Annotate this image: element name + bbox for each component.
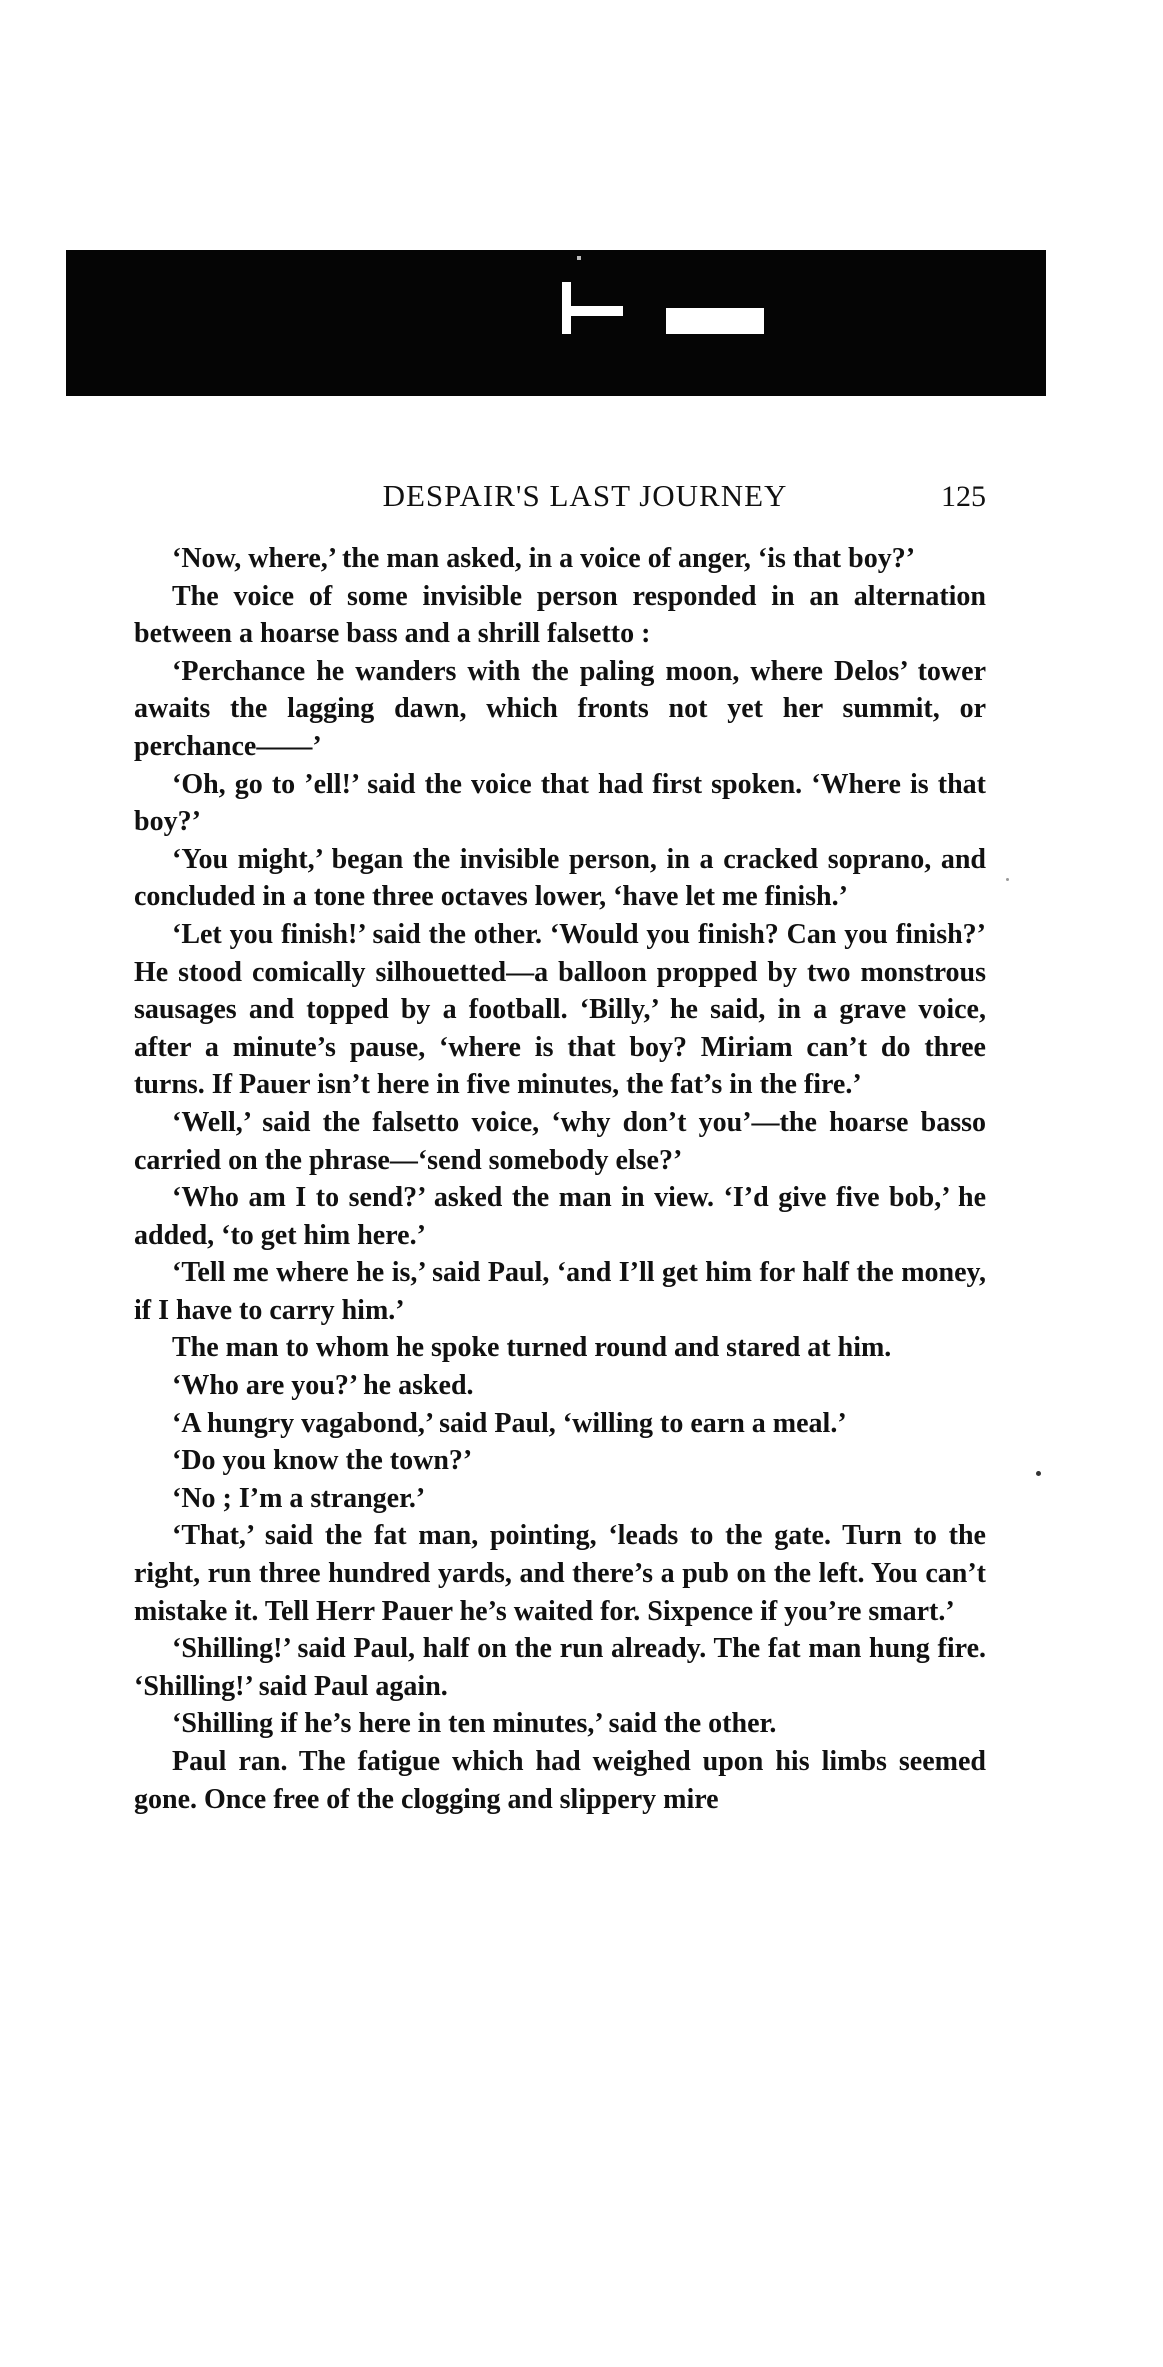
paragraph: ‘Do you know the town?’ bbox=[172, 1445, 473, 1477]
page-header bbox=[134, 478, 986, 522]
paragraph: ‘That,’ said the fat man, pointing, ‘leads to the gate. Turn to the right, run three hundred yards, and there’s a pub on the left. You can’t mistake it. Tell Herr Pauer he’s waited for. Sixpence if you’re smart.’ bbox=[134, 1520, 986, 1627]
paragraph: ‘Now, where,’ the man asked, in a voice of anger, ‘is that boy?’ bbox=[172, 543, 916, 574]
black-redaction-bar bbox=[66, 250, 1046, 396]
page-number: 125 bbox=[941, 480, 986, 513]
running-head: DESPAIR'S LAST JOURNEY bbox=[382, 478, 788, 513]
paragraph: The man to whom he spoke turned round and stared at him. bbox=[172, 1332, 892, 1364]
body-text bbox=[134, 540, 986, 1818]
bar-white-mark bbox=[666, 308, 764, 334]
paragraph: ‘Shilling if he’s here in ten minutes,’ said the other. bbox=[172, 1708, 777, 1740]
paragraph: Paul ran. The fatigue which had weighed upon his limbs seemed gone. Once free of the clogging and slippery mire bbox=[134, 1746, 986, 1815]
paragraph: ‘Well,’ said the falsetto voice, ‘why don’t you’—the hoarse basso carried on the phrase—‘send somebody else?’ bbox=[134, 1106, 986, 1176]
paragraph: ‘No ; I’m a stranger.’ bbox=[172, 1482, 426, 1514]
paragraph: The voice of some invisible person responded in an alternation between a hoarse bass and a shrill falsetto : bbox=[134, 580, 986, 650]
paragraph: ‘Who am I to send?’ asked the man in view. ‘I’d give five bob,’ he added, ‘to get him here.’ bbox=[134, 1182, 986, 1251]
bar-speck bbox=[577, 256, 581, 260]
paragraph: ‘A hungry vagabond,’ said Paul, ‘willing to earn a meal.’ bbox=[172, 1407, 847, 1439]
paragraph: ‘Who are you?’ he asked. bbox=[172, 1370, 474, 1402]
paragraph: ‘You might,’ began the invisible person, in a cracked soprano, and concluded in a tone three octaves lower, ‘have let me finish.’ bbox=[134, 843, 986, 913]
stray-dot bbox=[1036, 1471, 1041, 1476]
paragraph: ‘Oh, go to ’ell!’ said the voice that had first spoken. ‘Where is that boy?’ bbox=[134, 768, 986, 838]
paragraph: ‘Let you finish!’ said the other. ‘Would you finish? Can you finish?’ He stood comically silhouetted—a balloon propped by two monstrous sausages and topped by a football. ‘Billy,’ he said, in a grave voice, after a minute’s pause, ‘where is that boy? Miriam can’t do three turns. If Pauer isn’t here in five minutes, the fat’s in the fire.’ bbox=[134, 918, 986, 1101]
paragraph: ‘Perchance he wanders with the paling moon, where Delos’ tower awaits the lagging dawn, which fronts not yet her summit, or perchance——’ bbox=[134, 655, 986, 762]
bar-white-mark bbox=[571, 306, 623, 316]
paragraph: ‘Shilling!’ said Paul, half on the run already. The fat man hung fire. ‘Shilling!’ said Paul again. bbox=[134, 1633, 986, 1702]
bar-white-mark bbox=[562, 282, 571, 334]
paragraph: ‘Tell me where he is,’ said Paul, ‘and I’ll get him for half the money, if I have to carry him.’ bbox=[134, 1257, 986, 1326]
stray-dot bbox=[1006, 878, 1009, 881]
